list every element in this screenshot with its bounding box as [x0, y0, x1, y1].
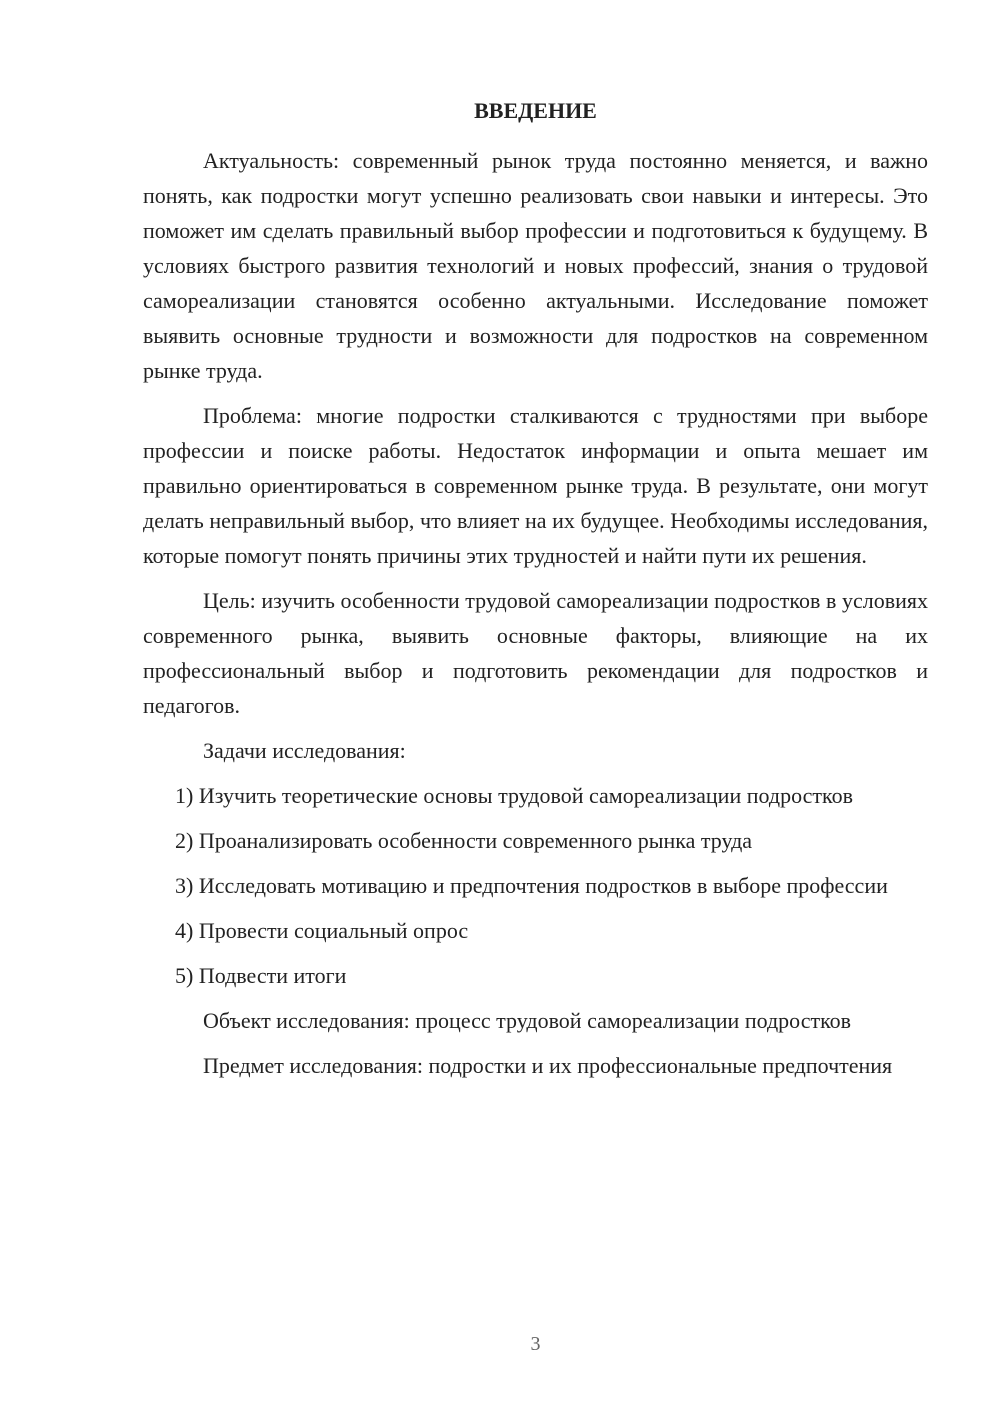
goal-paragraph: Цель: изучить особенности трудовой самореализации подростков в условиях современного рынка, выявить основные факторы, влияющие на их профессиональный выбор и подготовить рекомендации для подростков и педагогов. [143, 588, 928, 718]
task-item-4: 4) Провести социальный опрос [175, 918, 469, 943]
task-item-3: 3) Исследовать мотивацию и предпочтения подростков в выборе профессии [175, 873, 888, 898]
task-item-5: 5) Подвести итоги [175, 963, 347, 988]
task-item-2: 2) Проанализировать особенности современного рынка труда [175, 828, 753, 853]
page-number: 3 [530, 1333, 541, 1355]
problem-paragraph: Проблема: многие подростки сталкиваются с трудностями при выборе профессии и поиске работы. Недостаток информации и опыта мешает им правильно ориентироваться в современном рынке труда. В результате, они могут делать неправильный выбор, что влияет на их будущее. Необходимы исследования, которые помогут понять причины этих трудностей и найти пути их решения. [143, 403, 928, 568]
tasks-intro: Задачи исследования: [203, 738, 406, 763]
object-paragraph: Объект исследования: процесс трудовой самореализации подростков [203, 1008, 852, 1033]
subject-paragraph: Предмет исследования: подростки и их профессиональные предпочтения [203, 1053, 893, 1078]
section-heading: ВВЕДЕНИЕ [474, 98, 597, 123]
task-item-1: 1) Изучить теоретические основы трудовой самореализации подростков [175, 783, 853, 808]
document-body [143, 143, 928, 1093]
document-page [143, 0, 928, 1414]
relevance-paragraph: Актуальность: современный рынок труда постоянно меняется, и важно понять, как подростки могут успешно реализовать свои навыки и интересы. Это поможет им сделать правильный выбор профессии и подготовиться к будущему. В условиях быстрого развития технологий и новых профессий, знания о трудовой самореализации становятся особенно актуальными. Исследование поможет выявить основные трудности и возможности для подростков на современном рынке труда. [143, 148, 928, 383]
